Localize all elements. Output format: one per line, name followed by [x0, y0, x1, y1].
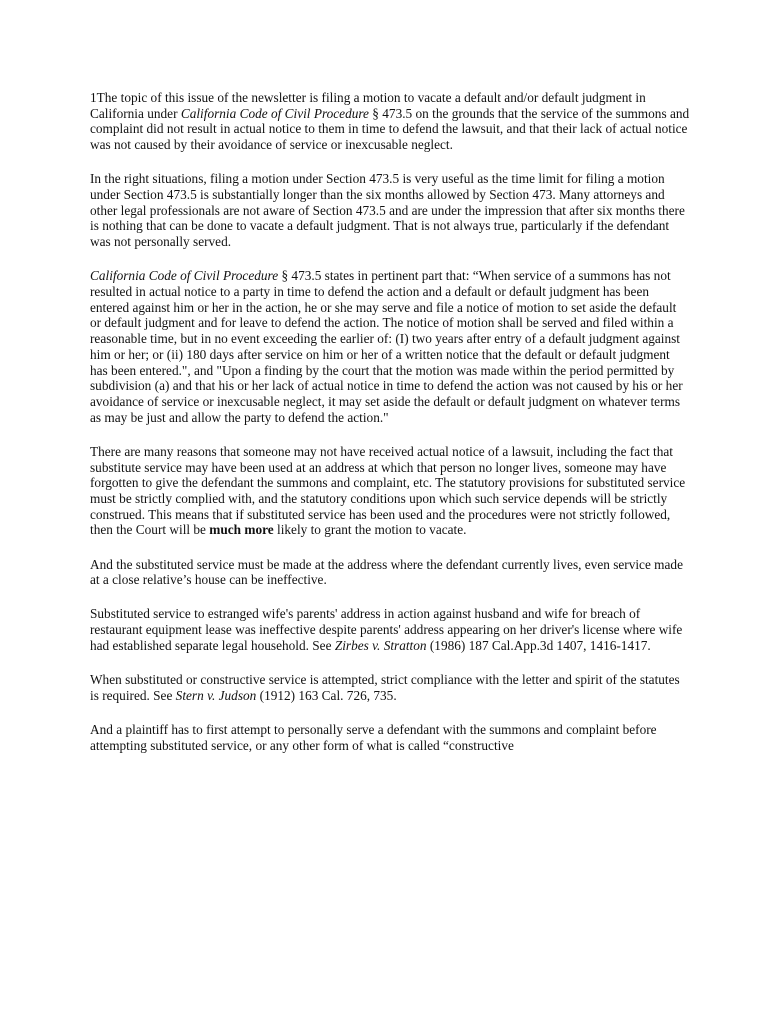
paragraph-zirbes — [90, 606, 690, 653]
zirbes-citation: (1986) 187 Cal.App.3d 1407, 1416-1417. — [426, 637, 651, 653]
case-name-italic: Stern v. Judson — [175, 687, 257, 703]
document-page — [90, 90, 690, 753]
paragraph-time-limit: In the right situations, filing a motion under Section 473.5 is very useful as the time limit for filing a motion under Section 473.5 is substantially longer than the six months allowed by Section 473. Many attorneys and other legal professionals are not aware of Section 473.5 and are under the impression that after six months there is nothing that can be done to vacate a default judgment. That is not always true, particularly if the defendant was not personally served. — [90, 171, 685, 250]
paragraph-statute-quote — [90, 268, 690, 425]
paragraph-intro — [90, 90, 690, 153]
paragraph-address: And the substituted service must be made at the address where the defendant currently lives, even service made at a close relative’s house can be ineffective. — [90, 556, 683, 588]
paragraph-personal-service: And a plaintiff has to first attempt to personally serve a defendant with the summons and complaint before attempting substituted service, or any other form of what is called “constructive — [90, 722, 657, 753]
stern-text-start: When substituted or constructive service is attempted, strict compliance with the letter and spirit of the statutes is required. See — [90, 672, 680, 703]
statute-quote-text: § 473.5 states in pertinent part that: “When service of a summons has not resulted in actual notice to a party in time to defend the action and a default or default judgment has been entered against him or her in the action, he or she may serve and file a notice of motion to set aside the default or default judgment and for leave to defend the action. The notice of motion shall be served and filed within a reasonable time, but in no event exceeding the earlier of: (I) two years after entry of a default judgment against him or her; or (ii) 180 days after service on him or her of a written notice that the default or default judgment has been entered.", and "Upon a finding by the court that the motion was made within the period permitted by subdivision (a) and that his or her lack of actual notice in time to defend the action was not caused by his or her avoidance of service or inexcusable neglect, it may set aside the default or default judgment on whatever terms as may be just and allow the party to defend the action." — [90, 268, 683, 425]
paragraph-stern — [90, 672, 690, 703]
code-title-italic: California Code of Civil Procedure — [180, 105, 369, 121]
intro-text-end: § 473.5 on the grounds that the service of the summons and complaint did not result in actual notice to them in time to defend the lawsuit, and that their lack of actual notice was not caused by their avoidance of service or inexcusable neglect. — [90, 105, 690, 153]
intro-text-start: 1The topic of this issue of the newsletter is filing a motion to vacate a default and/or default judgment in California under — [90, 90, 646, 121]
emphasis-bold: much more — [209, 522, 274, 538]
zirbes-text-start: Substituted service to estranged wife's parents' address in action against husband and wife for breach of restaurant equipment lease was ineffective despite parents' address appearing on her driver's license where wife had established separate legal household. See — [90, 606, 683, 653]
stern-citation: (1912) 163 Cal. 726, 735. — [256, 687, 397, 703]
code-title-italic: California Code of Civil Procedure — [90, 268, 279, 284]
paragraph-reasons — [90, 444, 690, 538]
reasons-text-end: likely to grant the motion to vacate. — [273, 522, 467, 538]
reasons-text-start: There are many reasons that someone may not have received actual notice of a lawsuit, including the fact that substitute service may have been used at an address at which that person no longer lives, someone may have forgotten to give the defendant the summons and complaint, etc. The statutory provisions for substituted service must be strictly complied with, and the statutory conditions upon which such service depends will be strictly construed. This means that if substituted service has been used and the procedures were not strictly followed, then the Court will be — [90, 443, 686, 538]
case-name-italic: Zirbes v. Stratton — [334, 637, 427, 653]
